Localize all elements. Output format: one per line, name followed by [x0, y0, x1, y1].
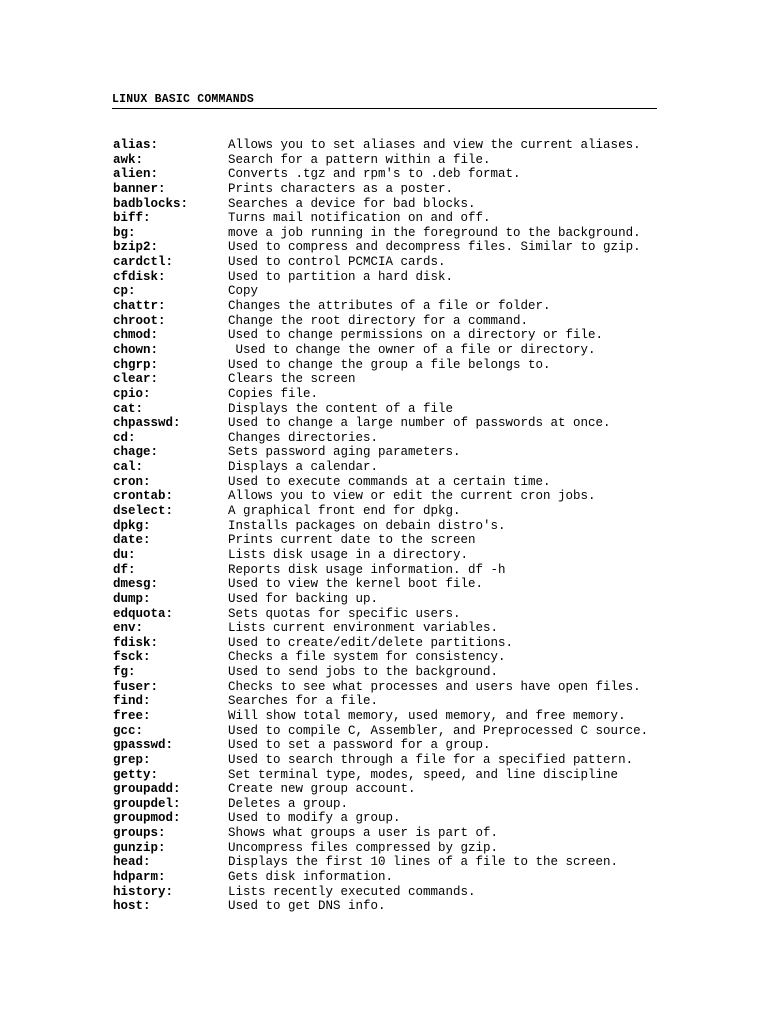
command-description: Deletes a group.	[228, 796, 349, 811]
command-description: Set terminal type, modes, speed, and line discipline	[228, 767, 619, 782]
command-description: Used to modify a group.	[228, 811, 401, 826]
command-name: hdparm:	[113, 870, 166, 885]
command-row	[113, 460, 673, 475]
command-name: fdisk:	[113, 635, 159, 650]
command-description: Used to search through a file for a specified pattern.	[228, 752, 634, 767]
command-description: Uncompress files compressed by gzip.	[228, 840, 499, 855]
command-name: banner:	[113, 181, 166, 196]
command-description: Installs packages on debain distro's.	[228, 518, 506, 533]
command-name: dselect:	[113, 504, 174, 519]
page-title: LINUX BASIC COMMANDS	[112, 93, 255, 106]
command-name: awk:	[113, 152, 144, 167]
command-row	[113, 489, 673, 504]
command-description: Reports disk usage information. df -h	[228, 562, 506, 577]
command-row	[113, 328, 673, 343]
command-description: Used to change a large number of passwords at once.	[228, 416, 611, 431]
command-name: find:	[113, 694, 151, 709]
command-name: dpkg:	[113, 518, 151, 533]
command-name: alias:	[113, 138, 159, 152]
command-description: Displays the first 10 lines of a file to the screen.	[228, 855, 619, 870]
command-row	[113, 445, 673, 460]
command-row	[113, 153, 673, 168]
command-row	[113, 182, 673, 197]
command-row	[113, 211, 673, 226]
command-name: cd:	[113, 430, 136, 445]
command-row	[113, 607, 673, 622]
command-description: move a job running in the foreground to the background.	[228, 225, 641, 240]
command-row	[113, 270, 673, 285]
command-name: cfdisk:	[113, 269, 166, 284]
command-name: bzip2:	[113, 240, 159, 255]
command-row	[113, 577, 673, 592]
command-description: Used to execute commands at a certain time.	[228, 474, 551, 489]
command-description: Turns mail notification on and off.	[228, 211, 491, 226]
command-description: Used to view the kernel boot file.	[228, 577, 484, 592]
command-row	[113, 811, 673, 826]
command-row	[113, 768, 673, 783]
command-row	[113, 475, 673, 490]
command-row	[113, 372, 673, 387]
command-name: env:	[113, 621, 144, 636]
command-row	[113, 314, 673, 329]
command-name: fsck:	[113, 650, 151, 665]
command-name: clear:	[113, 372, 159, 387]
command-row	[113, 387, 673, 402]
command-name: cpio:	[113, 386, 151, 401]
command-row	[113, 138, 673, 153]
command-name: gunzip:	[113, 840, 166, 855]
command-description: Checks to see what processes and users have open files.	[228, 679, 641, 694]
command-row	[113, 416, 673, 431]
command-description: Changes directories.	[228, 430, 379, 445]
command-description: Prints current date to the screen	[228, 533, 476, 548]
command-name: groups:	[113, 826, 166, 841]
command-description: Sets password aging parameters.	[228, 445, 461, 460]
command-description: Displays the content of a file	[228, 401, 454, 416]
command-name: bg:	[113, 225, 136, 240]
command-row	[113, 533, 673, 548]
command-name: chage:	[113, 445, 159, 460]
command-row	[113, 826, 673, 841]
command-name: dump:	[113, 591, 151, 606]
command-description: Used to change permissions on a directory or file.	[228, 328, 604, 343]
command-name: cal:	[113, 460, 144, 475]
command-description: Used to change the group a file belongs to.	[228, 357, 551, 372]
command-description: Used to send jobs to the background.	[228, 665, 499, 680]
command-name: chgrp:	[113, 357, 159, 372]
command-description: Used for backing up.	[228, 591, 379, 606]
command-row	[113, 226, 673, 241]
command-description: Lists recently executed commands.	[228, 884, 476, 899]
command-list	[113, 138, 673, 914]
command-row	[113, 402, 673, 417]
command-row	[113, 870, 673, 885]
command-row	[113, 592, 673, 607]
command-description: A graphical front end for dpkg.	[228, 504, 461, 519]
command-description: Search for a pattern within a file.	[228, 152, 491, 167]
command-name: date:	[113, 533, 151, 548]
command-row	[113, 504, 673, 519]
command-name: dmesg:	[113, 577, 159, 592]
command-name: groupadd:	[113, 782, 181, 797]
command-name: cron:	[113, 474, 151, 489]
command-description: Sets quotas for specific users.	[228, 606, 461, 621]
command-row	[113, 899, 673, 914]
command-row	[113, 665, 673, 680]
title-divider	[112, 108, 657, 109]
command-name: fuser:	[113, 679, 159, 694]
command-row	[113, 197, 673, 212]
command-name: grep:	[113, 752, 151, 767]
command-name: badblocks:	[113, 196, 189, 211]
command-name: edquota:	[113, 606, 174, 621]
command-row	[113, 431, 673, 446]
command-description: Used to create/edit/delete partitions.	[228, 635, 514, 650]
command-row	[113, 563, 673, 578]
command-name: chown:	[113, 342, 159, 357]
command-description: Used to get DNS info.	[228, 899, 386, 914]
command-name: groupmod:	[113, 811, 181, 826]
command-description: Searches for a file.	[228, 694, 379, 709]
command-name: chpasswd:	[113, 416, 181, 431]
command-name: gpasswd:	[113, 738, 174, 753]
command-description: Displays a calendar.	[228, 460, 379, 475]
command-row	[113, 841, 673, 856]
command-description: Shows what groups a user is part of.	[228, 826, 499, 841]
command-description: Will show total memory, used memory, and free memory.	[228, 708, 626, 723]
command-row	[113, 548, 673, 563]
command-name: crontab:	[113, 489, 174, 504]
command-row	[113, 167, 673, 182]
command-name: cardctl:	[113, 255, 174, 270]
command-row	[113, 855, 673, 870]
command-name: chroot:	[113, 313, 166, 328]
command-description: Allows you to view or edit the current cron jobs.	[228, 489, 596, 504]
command-description: Searches a device for bad blocks.	[228, 196, 476, 211]
command-row	[113, 782, 673, 797]
command-name: biff:	[113, 211, 151, 226]
command-row	[113, 694, 673, 709]
command-row	[113, 358, 673, 373]
command-name: getty:	[113, 767, 159, 782]
command-description: Used to compile C, Assembler, and Preprocessed C source.	[228, 723, 649, 738]
command-name: alien:	[113, 167, 159, 182]
command-description: Clears the screen	[228, 372, 356, 387]
command-row	[113, 885, 673, 900]
command-name: cp:	[113, 284, 136, 299]
command-name: chmod:	[113, 328, 159, 343]
command-name: du:	[113, 547, 136, 562]
command-row	[113, 255, 673, 270]
command-row	[113, 753, 673, 768]
command-name: cat:	[113, 401, 144, 416]
command-description: Used to control PCMCIA cards.	[228, 255, 446, 270]
command-description: Create new group account.	[228, 782, 416, 797]
command-description: Lists disk usage in a directory.	[228, 547, 469, 562]
command-description: Gets disk information.	[228, 870, 394, 885]
command-description: Changes the attributes of a file or folder.	[228, 299, 551, 314]
command-row	[113, 650, 673, 665]
command-description: Used to change the owner of a file or directory.	[228, 342, 596, 357]
command-name: fg:	[113, 665, 136, 680]
command-row	[113, 797, 673, 812]
command-row	[113, 240, 673, 255]
command-description: Lists current environment variables.	[228, 621, 499, 636]
command-name: chattr:	[113, 299, 166, 314]
command-row	[113, 299, 673, 314]
command-name: df:	[113, 562, 136, 577]
command-row	[113, 636, 673, 651]
command-description: Used to compress and decompress files. Similar to gzip.	[228, 240, 641, 255]
command-description: Checks a file system for consistency.	[228, 650, 506, 665]
command-description: Change the root directory for a command.	[228, 313, 529, 328]
command-description: Prints characters as a poster.	[228, 181, 454, 196]
command-row	[113, 680, 673, 695]
command-row	[113, 519, 673, 534]
command-name: head:	[113, 855, 151, 870]
command-row	[113, 343, 673, 358]
command-row	[113, 709, 673, 724]
command-description: Allows you to set aliases and view the current aliases.	[228, 138, 641, 152]
command-row	[113, 724, 673, 739]
command-name: history:	[113, 884, 174, 899]
command-row	[113, 621, 673, 636]
command-description: Used to partition a hard disk.	[228, 269, 454, 284]
command-name: groupdel:	[113, 796, 181, 811]
command-description: Converts .tgz and rpm's to .deb format.	[228, 167, 521, 182]
command-name: free:	[113, 708, 151, 723]
command-row	[113, 738, 673, 753]
command-description: Used to set a password for a group.	[228, 738, 491, 753]
command-row	[113, 284, 673, 299]
command-description: Copies file.	[228, 386, 319, 401]
command-description: Copy	[228, 284, 259, 299]
command-name: host:	[113, 899, 151, 914]
command-name: gcc:	[113, 723, 144, 738]
